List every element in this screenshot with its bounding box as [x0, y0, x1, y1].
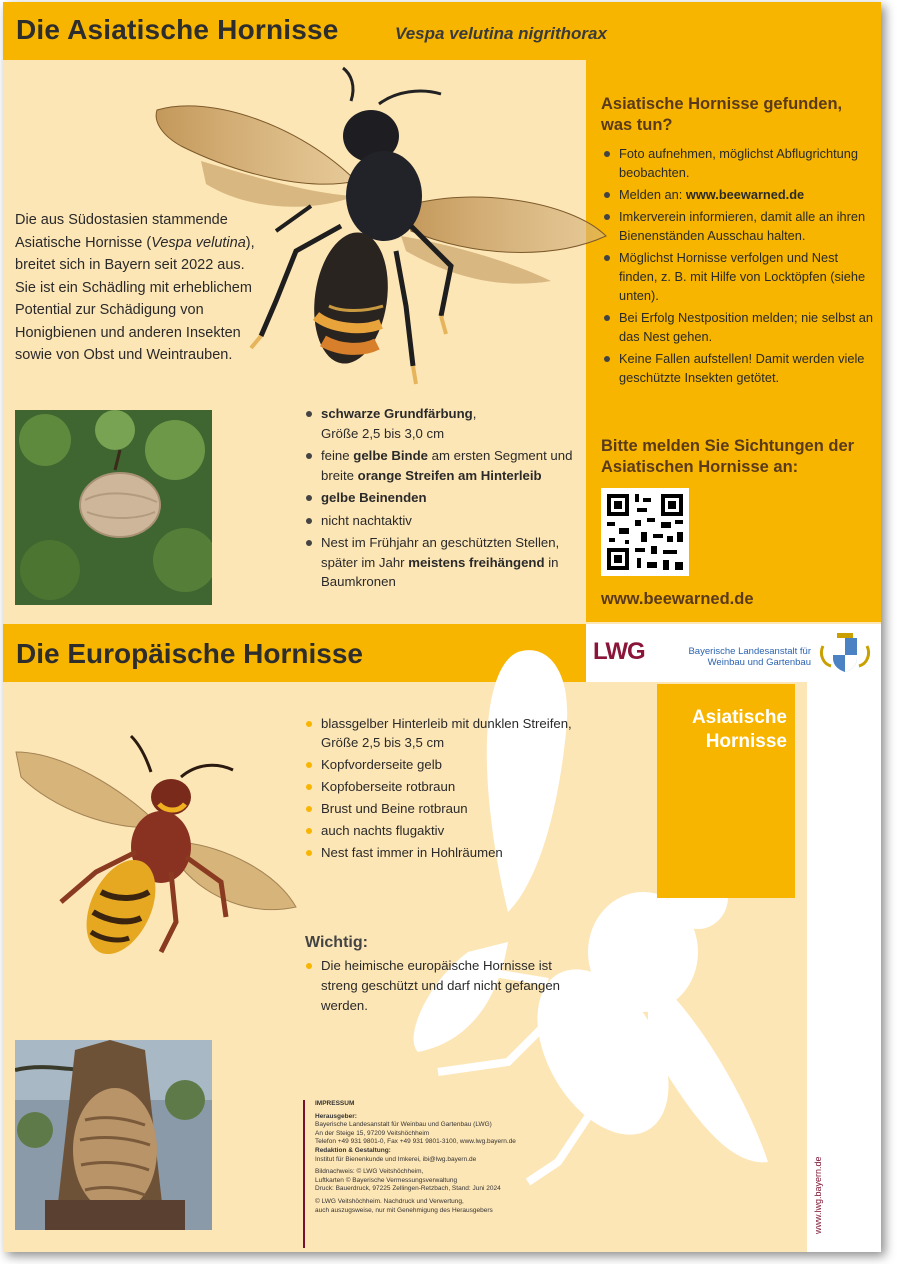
institute-name: Bayerische Landesanstalt für Weinbau und Gartenbau — [688, 646, 811, 668]
bavarian-crest-icon — [815, 632, 875, 674]
step-item: Möglichst Hornisse verfolgen und Nest finden, z. B. mit Hilfe von Locktöpfen (siehe unten). — [603, 248, 875, 305]
european-hornet-photo — [11, 732, 301, 962]
important-heading: Wichtig: — [305, 934, 368, 951]
european-features-list — [305, 714, 575, 865]
feature-item: gelbe Beinenden — [305, 488, 580, 508]
side-url[interactable]: www.lwg.bayern.de — [813, 1156, 823, 1234]
asian-features-list — [305, 404, 580, 595]
step-item: Bei Erfolg Nestposition melden; nie selbst an das Nest gehen. — [603, 308, 875, 346]
feature-item: schwarze Grundfärbung, Größe 2,5 bis 3,0 cm — [305, 404, 580, 443]
important-note — [305, 956, 565, 1019]
step-item: Keine Fallen aufstellen! Damit werden viele geschützte Insekten getötet. — [603, 349, 875, 387]
page-title: Die Asiatische Hornisse — [16, 14, 339, 45]
feature-item: Kopfoberseite rotbraun — [305, 777, 575, 796]
scientific-name: Vespa velutina nigrithorax — [395, 24, 607, 43]
qr-code[interactable] — [601, 488, 689, 576]
report-heading: Bitte melden Sie Sichtungen der Asiatischen Hornisse an: — [601, 437, 855, 476]
step-item: Foto aufnehmen, möglichst Abflugrichtung beobachten. — [603, 144, 875, 182]
asian-nest-photo — [15, 410, 212, 605]
lwg-logo: LWG — [593, 638, 645, 665]
feature-item: auch nachts flugaktiv — [305, 821, 575, 840]
step-item: Melden an: www.beewarned.de — [603, 185, 875, 204]
found-steps-list — [603, 144, 875, 390]
feature-item: feine gelbe Binde am ersten Segment und breite orange Streifen am Hinterleib — [305, 446, 580, 485]
tag-label: Asiatische Hornisse — [691, 707, 787, 752]
found-heading: Asiatische Hornisse gefunden, was tun? — [601, 95, 843, 134]
feature-item: nicht nachtaktiv — [305, 511, 580, 531]
feature-item: Kopfvorderseite gelb — [305, 755, 575, 774]
intro-text: Die aus Südostasien stammende Asiatische Hornisse (Vespa velutina), breitet sich in Bayern seit 2022 aus. Sie ist ein Schädling mit erheblichem Potential zur Schädigung von Honigbienen und anderen Insekten sowie von Obst und Weintrauben. — [15, 212, 255, 363]
important-item: Die heimische europäische Hornisse ist streng geschützt und darf nicht gefangen werden. — [305, 956, 565, 1016]
feature-item: Nest im Frühjahr an geschützten Stellen, später im Jahr meistens freihängend in Baumkronen — [305, 533, 580, 592]
feature-item: Nest fast immer in Hohlräumen — [305, 843, 575, 862]
step-item: Imkerverein informieren, damit alle an ihren Bienenständen Ausschau halten. — [603, 207, 875, 245]
european-nest-photo — [15, 1040, 212, 1230]
imprint: IMPRESSUM Herausgeber: Bayerische Landesanstalt für Weinbau und Gartenbau (LWG) An der Steige 15, 97209 Veitshöchheim Telefon +49 931 9801-0, Fax +49 931 9801-3100, www.lwg.bayern.de Redaktion & Gestaltung: Institut für Bienenkunde und Imkerei, ibi@lwg.bayern.de Bildnachweis: © LWG Veitshöchheim, Luftkarten © Bayerische Vermessungsverwaltung Druck: Bauerdruck, 97225 Zellingen-Retzbach, Stand: Juni 2024 © LWG Veitshöchheim. Nachdruck und Verwertung, auch auszugsweise, nur mit Genehmigung des Herausgebers — [303, 1100, 560, 1248]
feature-item: blassgelber Hinterleib mit dunklen Streifen, Größe 2,5 bis 3,5 cm — [305, 714, 575, 752]
feature-item: Brust und Beine rotbraun — [305, 799, 575, 818]
european-title: Die Europäische Hornisse — [16, 638, 364, 669]
report-url[interactable]: www.beewarned.de — [601, 590, 754, 608]
poster — [3, 2, 881, 1252]
